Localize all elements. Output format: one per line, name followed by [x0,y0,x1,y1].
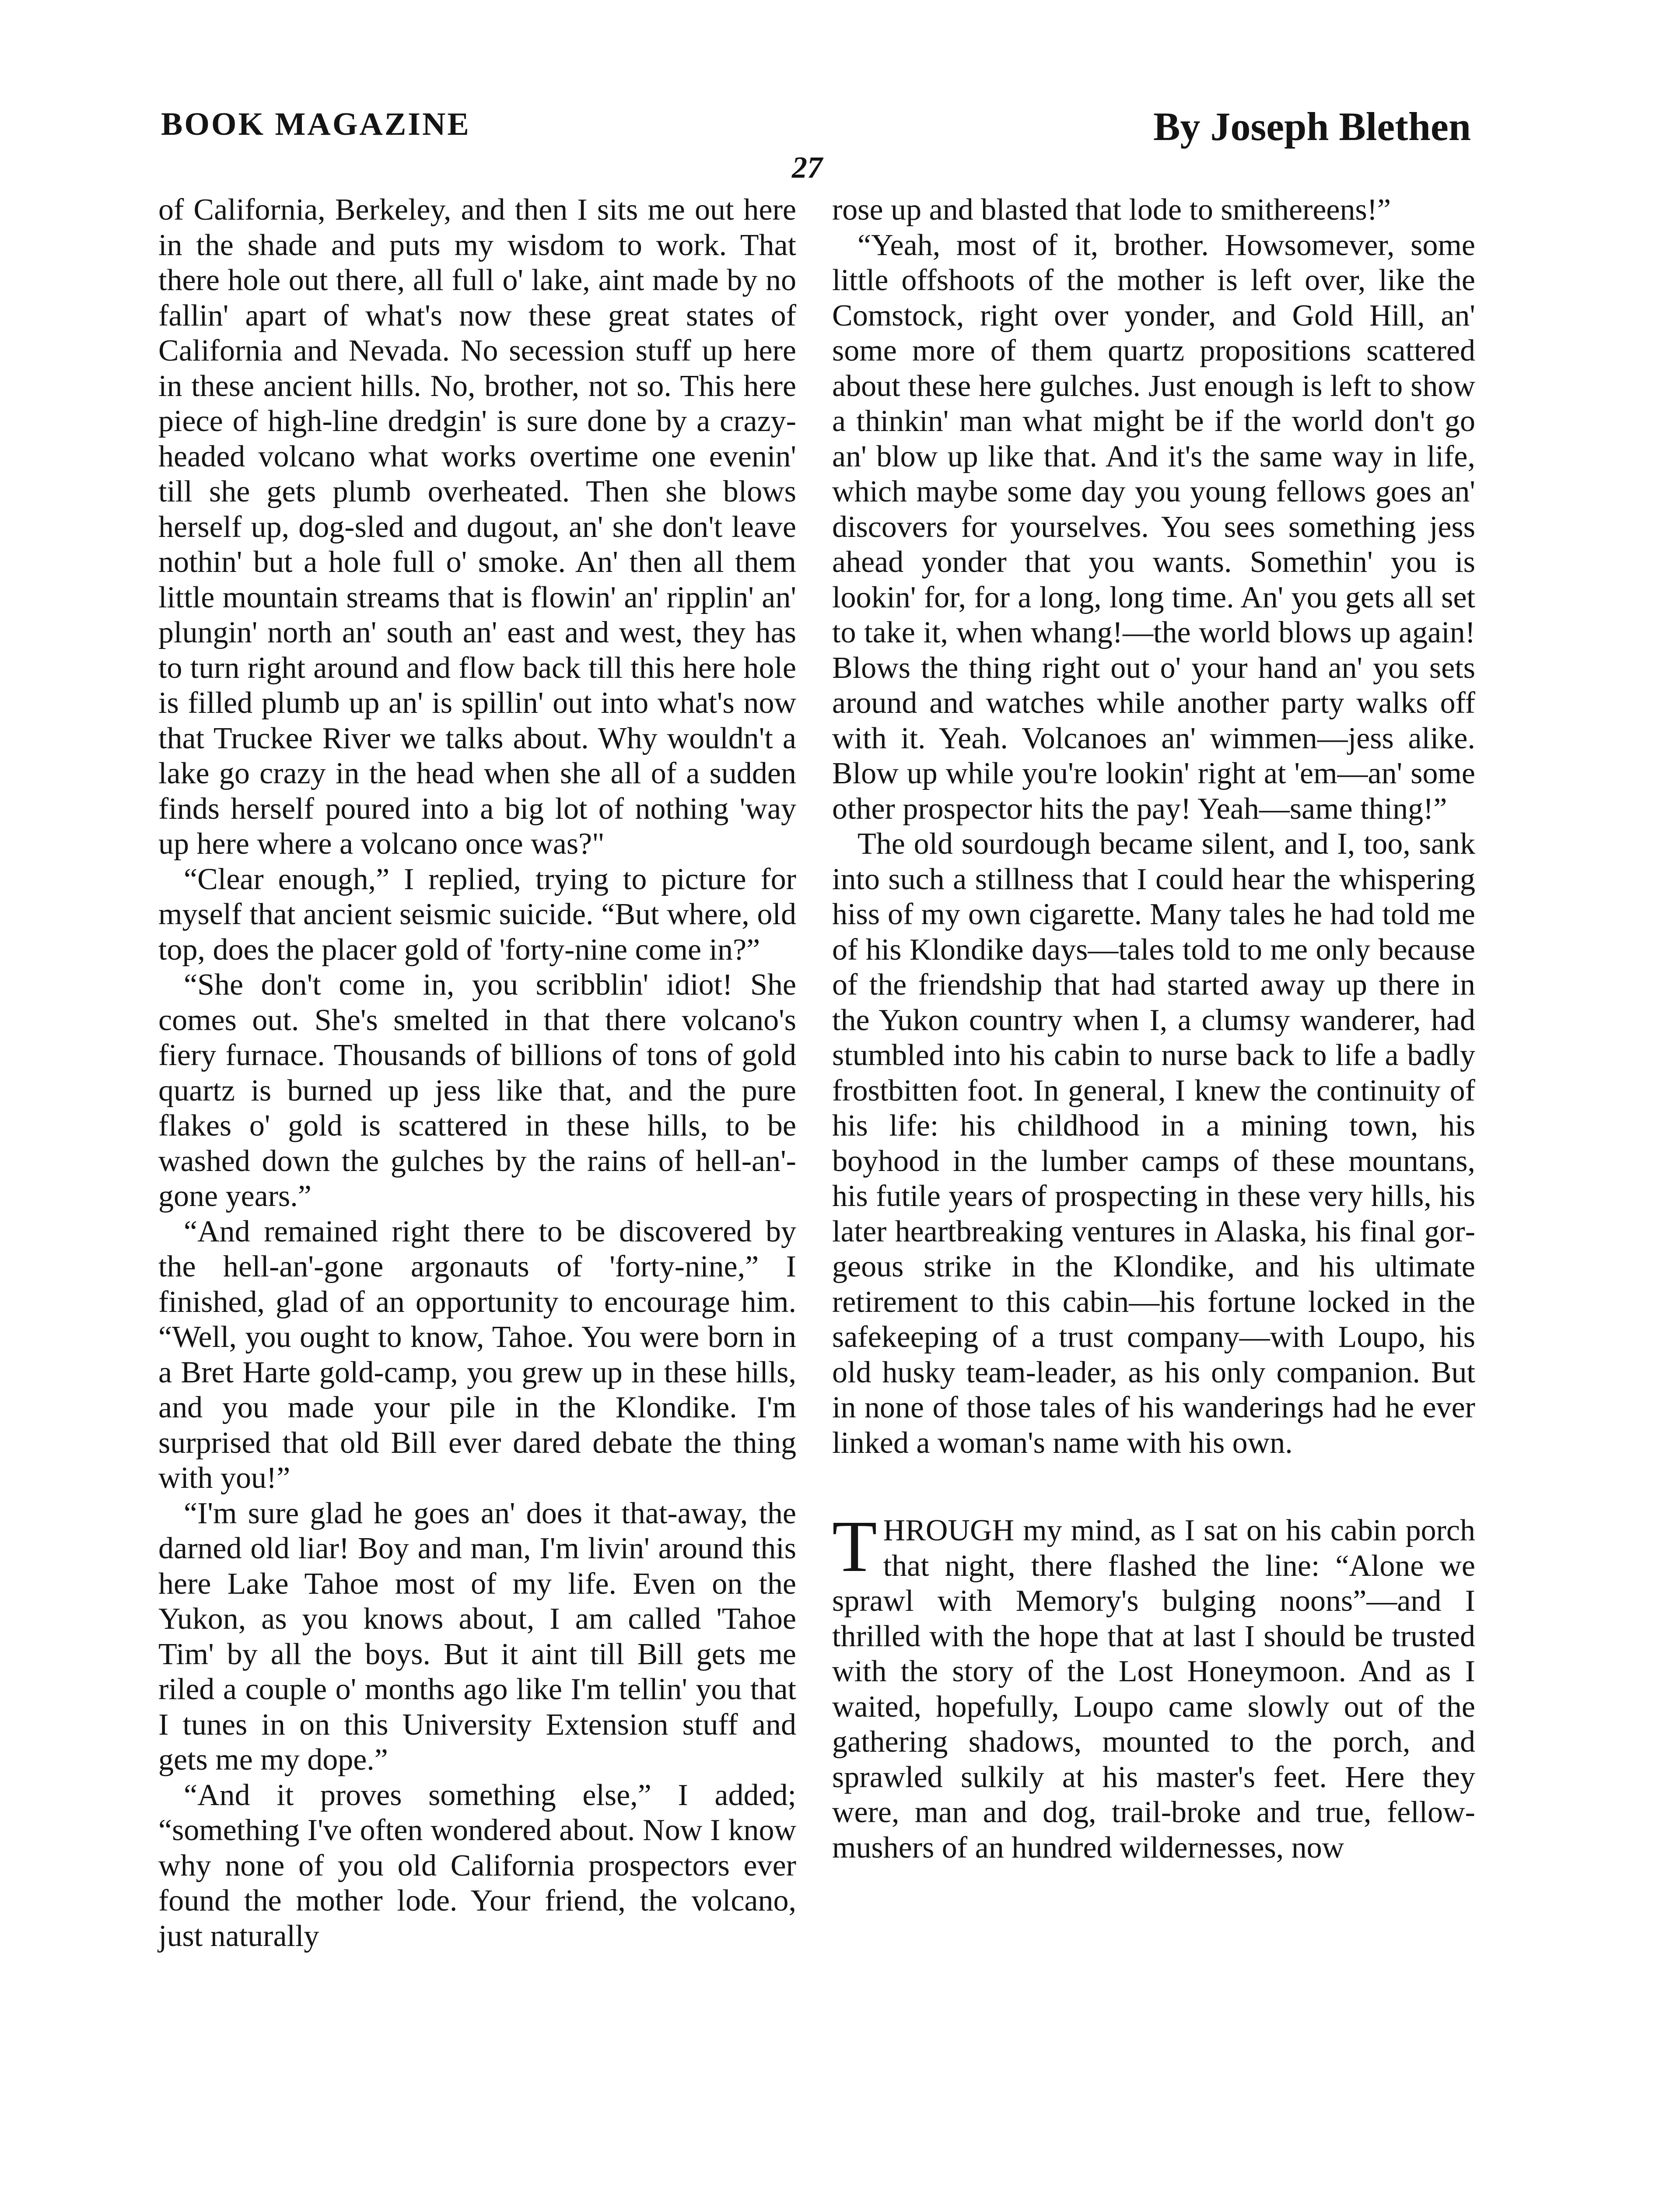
paragraph: “She don't come in, you scribblin' idiot! She comes out. She's smelted in that there volcano's fiery furnace. Thousands of billions of tons of gold quartz is burned up jess like that, and the pure flakes o' gold is scattered in these hills, to be washed down the gulches by the rains of hell-an'-gone years.” [158,968,796,1213]
paragraph: “I'm sure glad he goes an' does it that-away, the darned old liar! Boy and man, I'm livin' around this here Lake Tahoe most of my life. Even on the Yukon, as you knows about, I am called 'Tahoe Tim' by all the boys. But it aint till Bill gets me riled a couple o' months ago like I'm tellin' you that I tunes in on this University Extension stuff and gets me my dope.” [158,1496,796,1777]
left-column [158,193,796,1954]
paragraph: of California, Berkeley, and then I sits me out here in the shade and puts my wisdom to work. That there hole out there, all full o' lake, aint made by no fallin' apart of what's now these great states of California and Nevada. No secession stuff up here in these ancient hills. No, brother, not so. This here piece of high-line dredgin' is sure done by a crazy-headed volcano what works overtime one evenin' till she gets plumb overheated. Then she blows herself up, dog-sled and dugout, an' she don't leave nothin' but a hole full o' smoke. An' then all them little mountain streams that is flowin' an' ripplin' an' plungin' north an' south an' east and west, they has to turn right around and flow back till this here hole is filled plumb up an' is spillin' out into what's now that Truckee River we talks about. Why wouldn't a lake go crazy in the head when she all of a sudden finds herself poured into a big lot of nothing 'way up here where a volcano once was?" [158,193,796,861]
drop-cap: T [832,1506,877,1587]
page-number: 27 [792,151,822,185]
section-opening-paragraph [832,1506,1475,1865]
paragraph: “And remained right there to be discovered by the hell-an'-gone argonauts of 'forty-nine,” I finished, glad of an opportunity to encourage him. “Well, you ought to know, Tahoe. You were born in a Bret Harte gold-camp, you grew up in these hills, and you made your pile in the Klondike. I'm surprised that old Bill ever dared debate the thing with you!” [158,1214,796,1495]
right-column [832,193,1475,1865]
magazine-title: BOOK MAGAZINE [161,106,471,142]
paragraph: “Clear enough,” I replied, trying to picture for myself that ancient seismic suicide. “But where, old top, does the placer gold of 'forty-nine come in?” [158,862,796,967]
paragraph: “And it proves something else,” I added; “something I've often wondered about. Now I know why none of you old California prospectors ever found the mother lode. Your friend, the volcano, just naturally [158,1778,796,1953]
paragraph: The old sourdough became silent, and I, too, sank into such a stillness that I could hear the whispering hiss of my own cigarette. Many tales he had told me of his Klondike days—tales told to me only because of the friendship that had started away up there in the Yukon country when I, a clumsy wanderer, had stumbled into his cabin to nurse back to life a badly frostbitten foot. In general, I knew the continuity of his life: his childhood in a mining town, his boyhood in the lumber camps of these mountans, his futile years of prospecting in these very hills, his later heartbreaking ventures in Alaska, his final gorgeous strike in the Klondike, and his ultimate retirement to this cabin—his fortune locked in the safekeeping of a trust company—with Loupo, his old husky team-leader, as his only companion. But in none of those tales of his wanderings had he ever linked a woman's name with his own. [832,827,1475,1460]
paragraph: rose up and blasted that lode to smithereens!” [832,193,1391,227]
author-byline: By Joseph Blethen [1153,104,1471,149]
section-text: HROUGH my mind, as I sat on his cabin porch that night, there flashed the line: “Alone we sprawl with Memory's bulging noons”—and I thrilled with the hope that at last I should be trusted with the story of the Lost Honeymoon. And as I waited, hopefully, Loupo came slowly out of the gathering shadows, mounted to the porch, and sprawled sulkily at his master's feet. Here they were, man and dog, trail-broke and true, fellow-mushers of an hundred wildernesses, now [832,1514,1475,1865]
section-break [832,1461,1475,1513]
paragraph: “Yeah, most of it, brother. Howsomever, some little offshoots of the mother is left over, like the Comstock, right over yonder, and Gold Hill, an' some more of them quartz propositions scattered about these here gulches. Just enough is left to show a thinkin' man what might be if the world don't go an' blow up like that. And it's the same way in life, which maybe some day you young fellows goes an' discovers for yourselves. You sees something jess ahead yonder that you wants. Somethin' you is lookin' for, for a long, long time. An' you gets all set to take it, when whang!—the world blows up again! Blows the thing right out o' your hand an' you sets around and watches while another party walks off with it. Yeah. Volcanoes an' wimmen—jess alike. Blow up while you're lookin' right at 'em—an' some other prospector hits the pay! Yeah—same thing!” [832,228,1475,826]
